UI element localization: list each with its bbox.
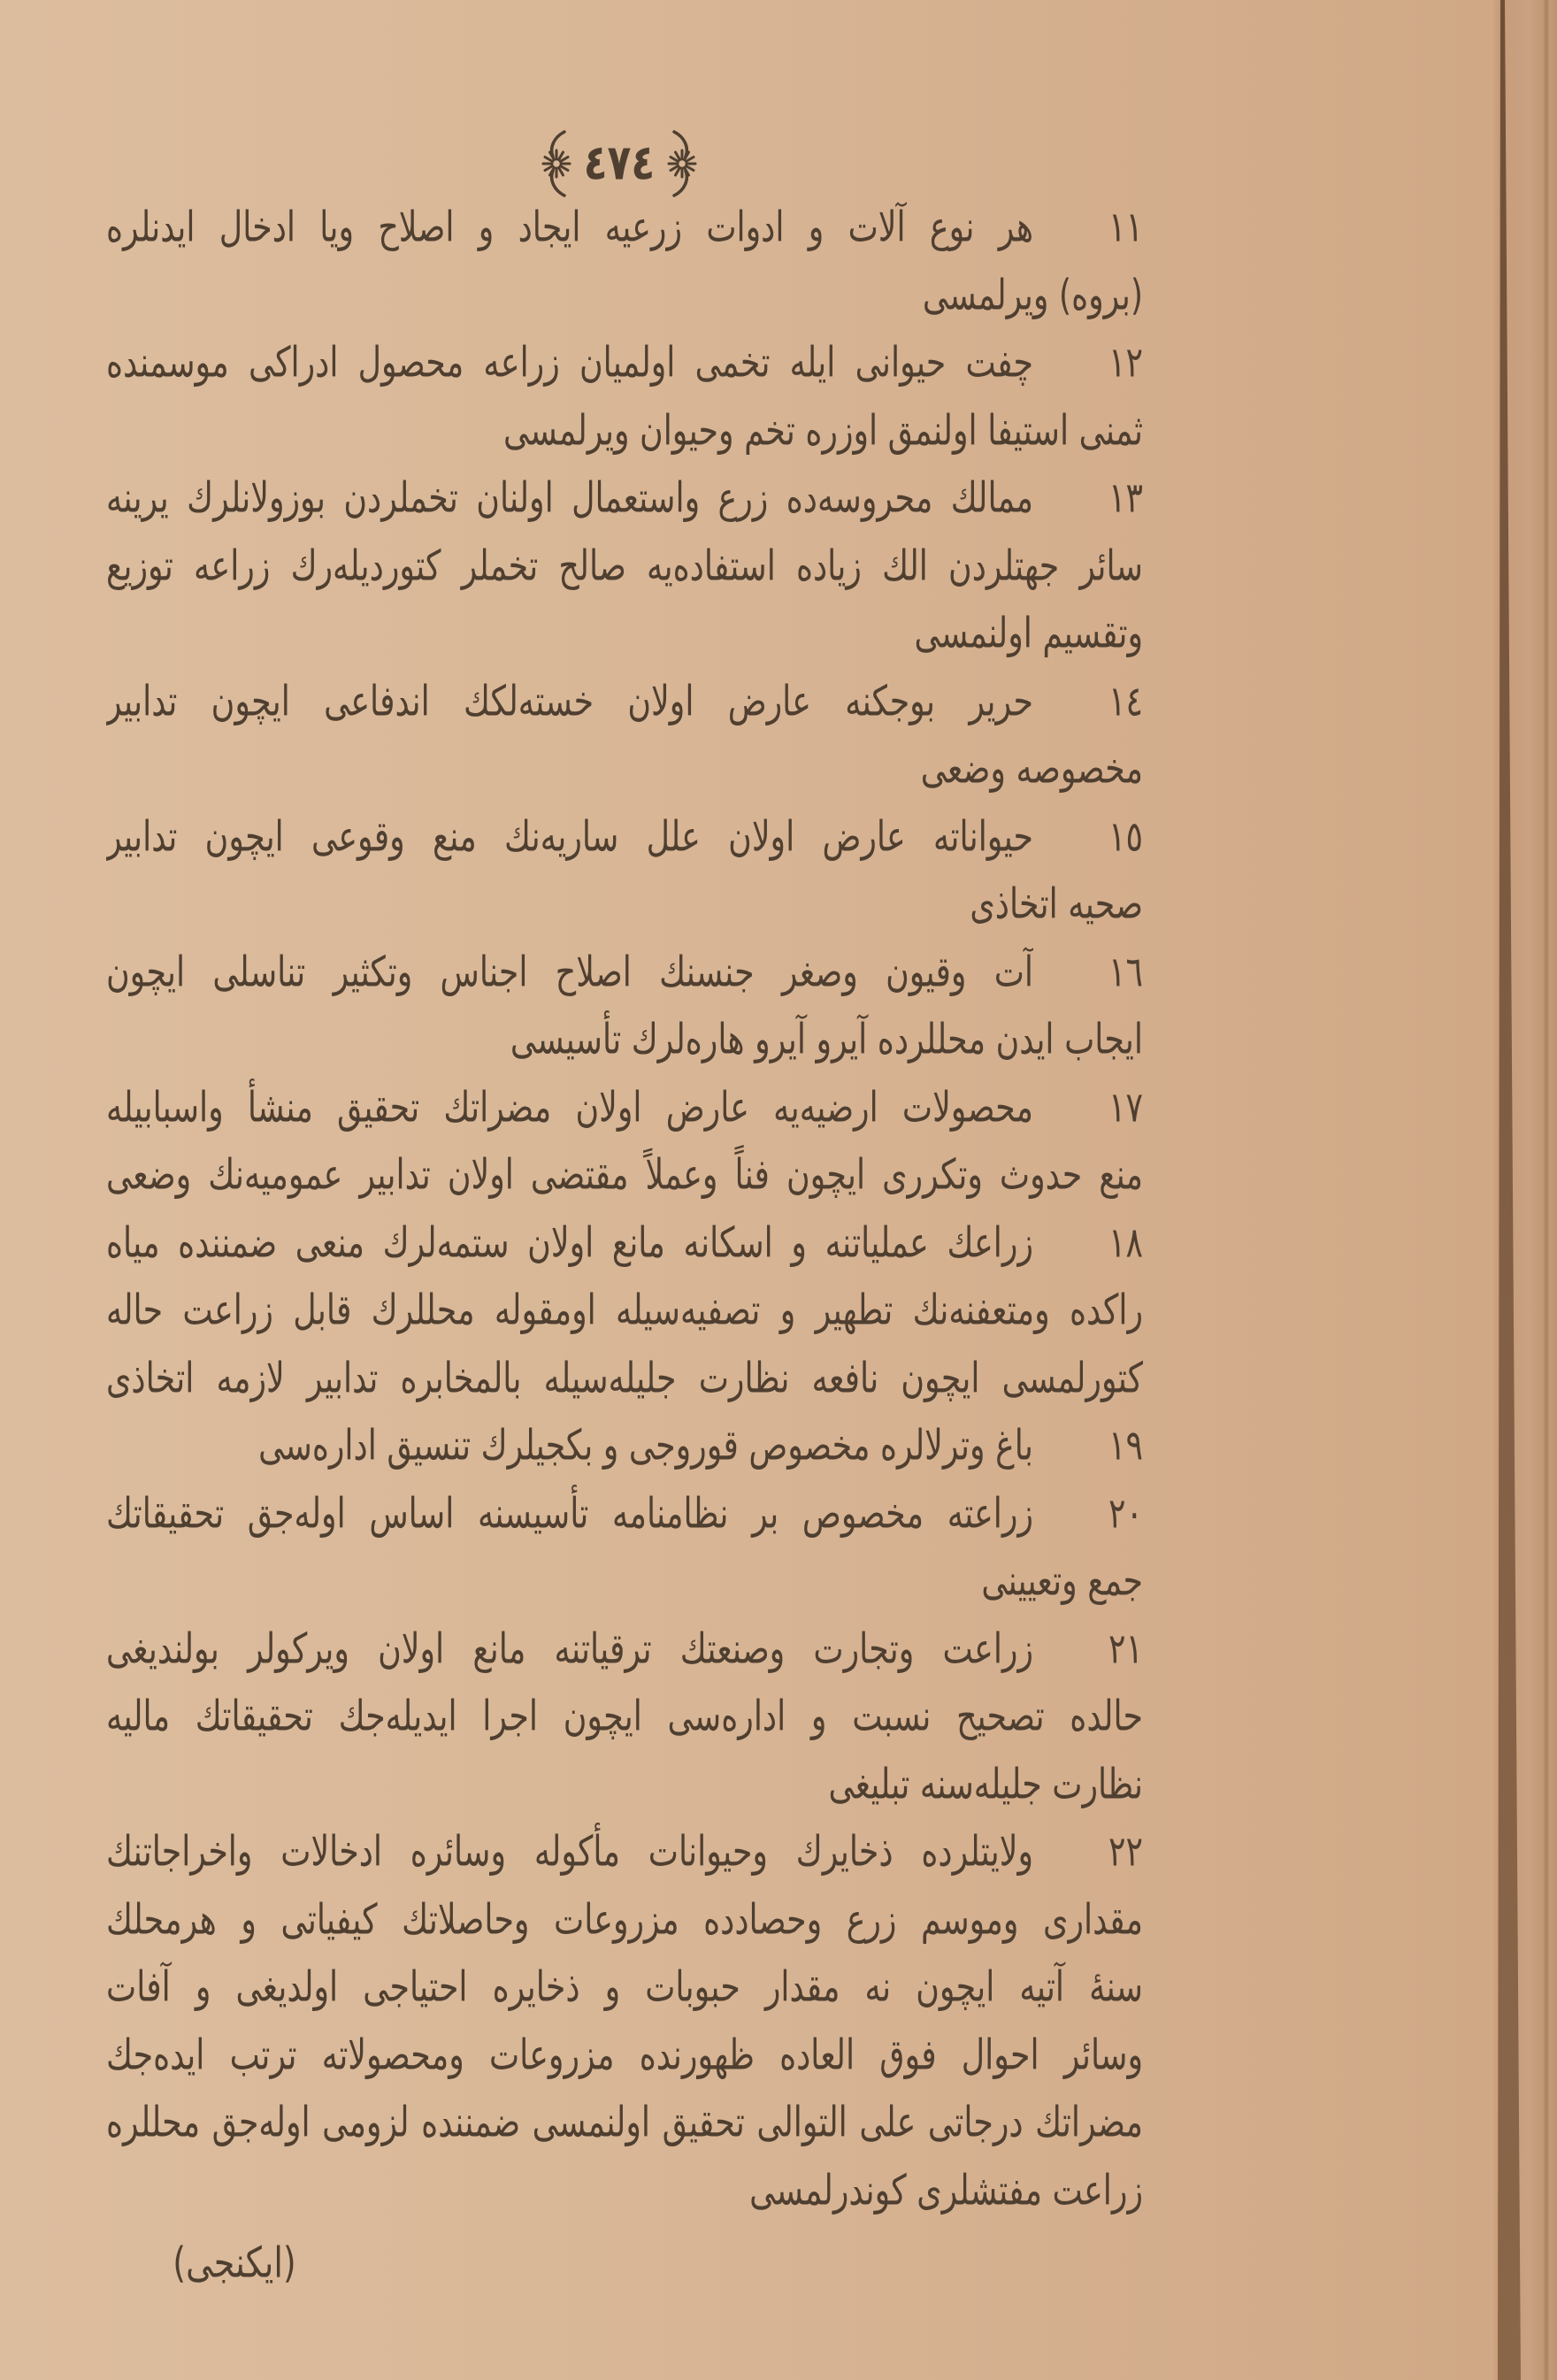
- item-number: ١٤: [1108, 675, 1143, 726]
- catchword: (ایكنجی): [173, 2238, 296, 2287]
- line-text: ایجاب ایدن محللرده آیرو آیرو هاره‌لرك تأسیسی: [510, 1014, 1143, 1064]
- list-item-18: [106, 1209, 1143, 1413]
- item-number: ٢١: [1108, 1623, 1143, 1673]
- item-text: [106, 2146, 1143, 2234]
- list-item-14: [106, 668, 1143, 803]
- line-text: ولایتلرده ذخایرك وحیوانات مأكوله وسائره ادخالات واخراجاتنك: [106, 1826, 1033, 1877]
- line-text: ثمنی استیفا اولنمق اوزره تخم وحیوان ویرلمسی: [503, 404, 1143, 455]
- line-text: مقداری وموسم زرع وحصادده مزروعات وحاصلاتك كیفیاتی و هرمحلك: [106, 1893, 1143, 1944]
- line-text: نظارت جلیله‌سنه تبلیغی: [828, 1758, 1143, 1808]
- item-number: ٢٠: [1108, 1487, 1143, 1538]
- line-text: محصولات ارضیه‌یه عارض اولان مضراتك تحقیق منشأ واسبابیله: [106, 1081, 1033, 1132]
- line-text: ممالك محروسه‌ده زرع واستعمال اولنان تخملردن بوزولانلرك یرینه: [106, 472, 1033, 523]
- line-text: حالده تصحیح نسبت و اداره‌سی ایچون اجرا ایدیله‌جك تحقیقاتك مالیه: [106, 1691, 1143, 1741]
- line-text: وسائر احوال فوق العاده ظهورنده مزروعات ومحصولاته ترتب ایده‌جك: [106, 2029, 1143, 2079]
- item-line: [106, 2157, 1143, 2225]
- line-text: (بروه) ویرلمسی: [922, 269, 1143, 319]
- line-text: سنهٔ آتیه ایچون نه مقدار حبوبات و ذخایره احتیاجی اولدیغی و آفات: [106, 1962, 1143, 2012]
- page-number: ٤٧٤: [583, 134, 656, 192]
- line-text: چفت حیوانی ایله تخمی اولمیان زراعه محصول ادراكی موسمنده: [106, 337, 1033, 388]
- list-item-21: [106, 1616, 1143, 1819]
- line-text: وتقسیم اولنمسی: [914, 608, 1143, 658]
- list-item-11: [106, 194, 1143, 329]
- line-text: مضراتك درجاتی علی التوالی تحقیق اولنمسی ضمننده لزومی اوله‌جق محللره: [106, 2097, 1143, 2147]
- line-text: زراعته مخصوص بر نظامنامه تأسیسنه اساس اوله‌جق تحقیقاتك: [106, 1487, 1033, 1538]
- line-text: حیواناته عارض اولان علل ساریه‌نك منع وقوعی ایچون تدابیر: [106, 810, 1033, 861]
- line-text: آت وقیون وصغر جنسنك اصلاح اجناس وتكثیر تناسلی ایچون: [106, 946, 1033, 996]
- item-number: ١٨: [1108, 1217, 1143, 1267]
- line-text: حریر بوجكنه عارض اولان خسته‌لكك اندفاعی ایچون تدابیر: [106, 675, 1033, 726]
- item-number: ١٥: [1108, 810, 1143, 861]
- list-item-20: [106, 1480, 1143, 1616]
- list-item-13: [106, 464, 1143, 668]
- numbered-list: [106, 194, 1143, 2224]
- item-number: ١٩: [1108, 1420, 1143, 1470]
- list-item-15: [106, 803, 1143, 939]
- line-text: زراعت مفتشلری كوندرلمسی: [749, 2164, 1143, 2215]
- line-text: سائر جهتلردن الك زیاده استفاده‌یه صالح تخملر كتوردیله‌رك زراعه توزیع: [106, 540, 1143, 590]
- item-number: ١٧: [1108, 1081, 1143, 1132]
- line-text: هر نوع آلات و ادوات زرعیه ایجاد و اصلاح ویا ادخال ایدنلره: [106, 202, 1033, 252]
- line-text: زراعت وتجارت وصنعتك ترقیاتنه مانع اولان ویركولر بولندیغی: [106, 1623, 1033, 1673]
- line-text: كتورلمسی ایچون نافعه نظارت جلیله‌سیله بالمخابره تدابیر لازمه اتخاذی: [106, 1352, 1143, 1402]
- line-text: منع حدوث وتكرری ایچون فناً وعملاً مقتضی اولان تدابیر عمومیه‌نك وضعی: [106, 1149, 1143, 1200]
- list-item-22: [106, 1818, 1143, 2224]
- item-number: ١٦: [1108, 946, 1143, 996]
- list-item-12: [106, 329, 1143, 464]
- line-text: جمع وتعیینی: [981, 1555, 1143, 1606]
- line-text: باغ وترلالره مخصوص قوروجی و بكجیلرك تنسیق اداره‌سی: [258, 1420, 1033, 1470]
- list-item-16: [106, 939, 1143, 1074]
- item-number: ١١: [1108, 202, 1143, 252]
- line-text: صحیه اتخاذی: [970, 879, 1143, 929]
- line-text: زراعك عملیاتنه و اسكانه مانع اولان ستمه‌لرك منعی ضمننده میاه: [106, 1217, 1033, 1267]
- line-text: راكده ومتعفنه‌نك تطهیر و تصفیه‌سیله اومقوله محللرك قابل زراعت حاله: [106, 1285, 1143, 1335]
- item-number: ٢٢: [1108, 1826, 1143, 1877]
- item-number: ١٢: [1108, 337, 1143, 388]
- line-text: مخصوصه وضعی: [920, 743, 1143, 794]
- item-number: ١٣: [1108, 472, 1143, 523]
- list-item-17: [106, 1074, 1143, 1209]
